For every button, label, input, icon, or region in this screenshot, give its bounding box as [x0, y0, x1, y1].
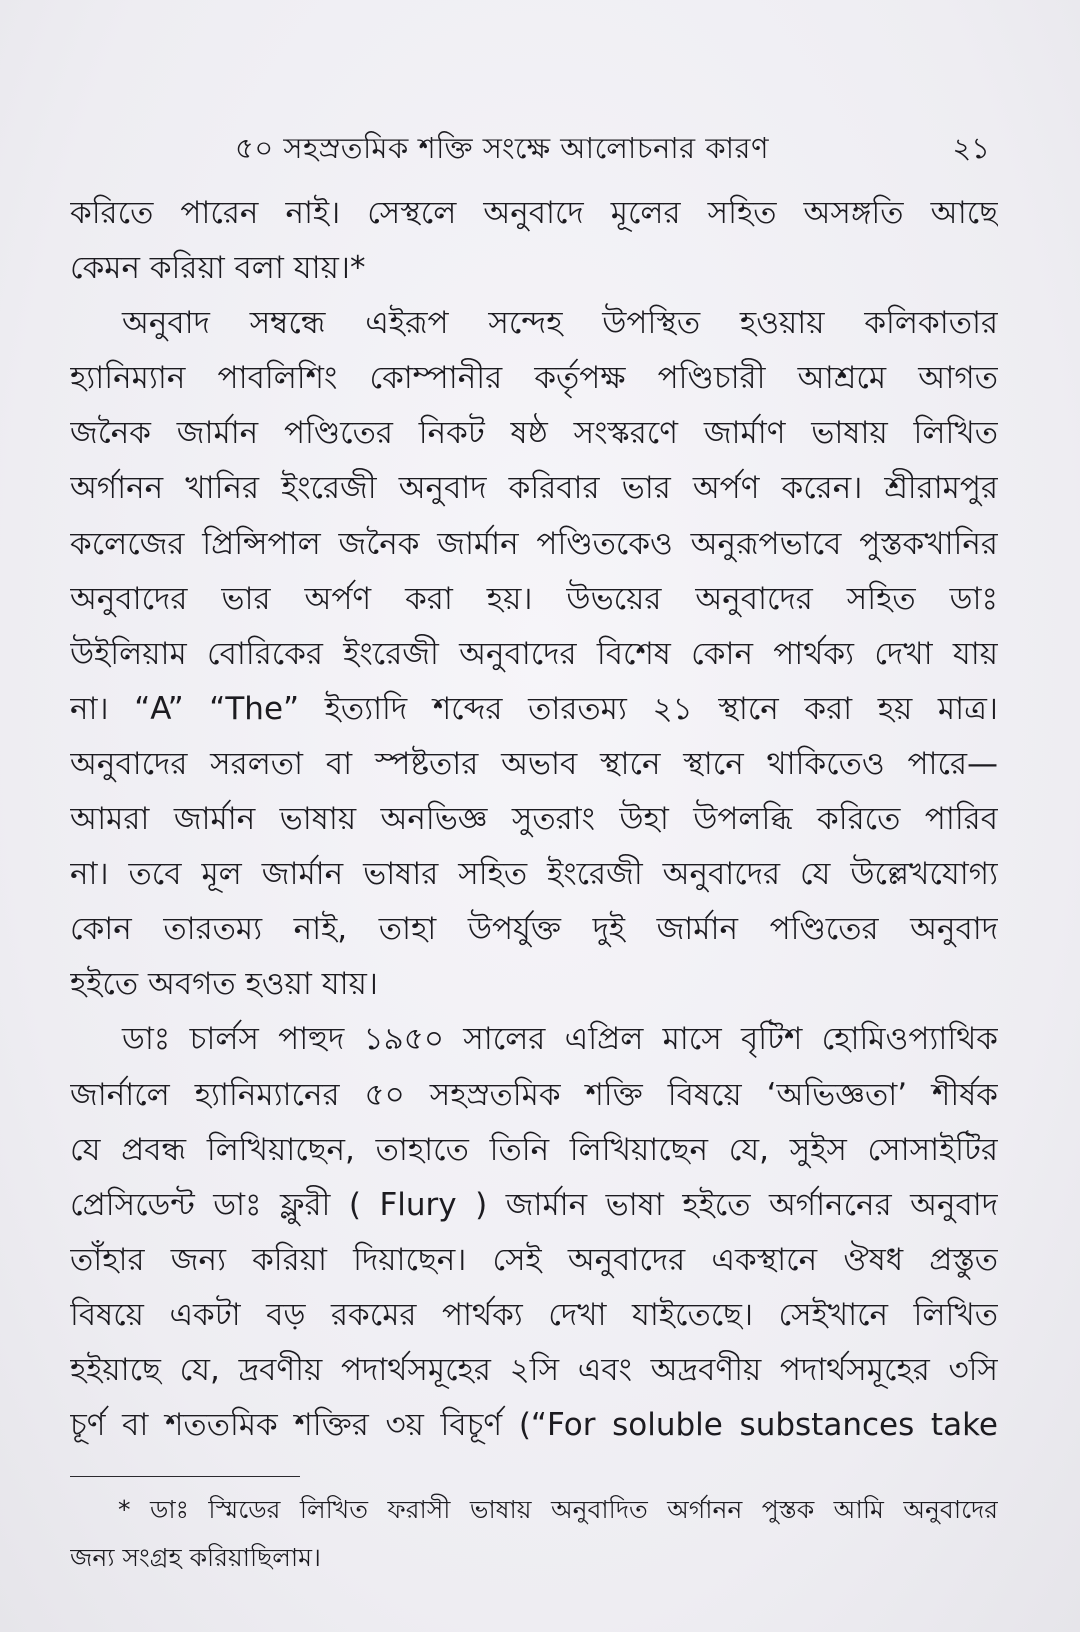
- text-line: হ্যানিম্যান পাবলিশিং কোম্পানীর কর্তৃপক্ষ পণ্ডিচারী আশ্রমে আগত: [70, 360, 998, 397]
- text-line: কলেজের প্রিন্সিপাল জনৈক জার্মান পণ্ডিতকেও অনুরূপভাবে পুস্তকখানির: [70, 525, 998, 562]
- header-title: ৫০ সহস্রতমিক শক্তি সংক্ষে আলোচনার কারণ: [235, 131, 770, 165]
- text-line: প্রেসিডেন্ট ডাঃ ফ্লুরী ( Flury ) জার্মান ভাষা হইতে অর্গাননের অনুবাদ: [70, 1186, 998, 1223]
- page-number: ২১: [952, 131, 990, 165]
- text-line: কোন তারতম্য নাই, তাহা উপর্যুক্ত দুই জার্মান পণ্ডিতের অনুবাদ: [70, 911, 998, 948]
- body-text: [70, 186, 998, 1453]
- text-line: উইলিয়াম বোরিকের ইংরেজী অনুবাদের বিশেষ কোন পার্থক্য দেখা যায়: [70, 635, 998, 672]
- text-line: না। “A” “The” ইত্যাদি শব্দের তারতম্য ২১ স্থানে করা হয় মাত্র।: [70, 690, 998, 727]
- paragraph-start-line: অনুবাদ সম্বন্ধে এইরূপ সন্দেহ উপস্থিত হওয়ায় কলিকাতার: [122, 305, 998, 342]
- footnote: [70, 1486, 998, 1582]
- running-header: [70, 118, 990, 168]
- text-line: তাঁহার জন্য করিয়া দিয়াছেন। সেই অনুবাদের একস্থানে ঔষধ প্রস্তুত: [70, 1241, 998, 1278]
- text-line: জনৈক জার্মান পণ্ডিতের নিকট ষষ্ঠ সংস্করণে জার্মাণ ভাষায় লিখিত: [70, 415, 998, 452]
- text-line: করিতে পারেন নাই। সেস্থলে অনুবাদে মূলের সহিত অসঙ্গতি আছে: [70, 195, 998, 231]
- text-line: অনুবাদের ভার অর্পণ করা হয়। উভয়ের অনুবাদের সহিত ডাঃ: [70, 580, 998, 617]
- text-line: অনুবাদের সরলতা বা স্পষ্টতার অভাব স্থানে স্থানে থাকিতেও পারে—: [70, 745, 998, 782]
- footnote-divider: [70, 1476, 300, 1477]
- text-line: যে প্রবন্ধ লিখিয়াছেন, তাহাতে তিনি লিখিয়াছেন যে, সুইস সোসাইটির: [70, 1131, 998, 1168]
- text-line: কেমন করিয়া বলা যায়।*: [70, 250, 366, 287]
- footnote-line: * ডাঃ স্মিডের লিখিত ফরাসী ভাষায় অনুবাদিত অর্গানন পুস্তক আমি অনুবাদের: [118, 1495, 998, 1524]
- text-line: না। তবে মূল জার্মান ভাষার সহিত ইংরেজী অনুবাদের যে উল্লেখযোগ্য: [70, 856, 998, 893]
- text-line: জার্নালে হ্যানিম্যানের ৫০ সহস্রতমিক শক্তি বিষয়ে ‘অভিজ্ঞতা’ শীর্ষক: [70, 1076, 998, 1113]
- paragraph-start-line: ডাঃ চার্লস পাহুদ ১৯৫০ সালের এপ্রিল মাসে বৃটিশ হোমিওপ্যাথিক: [122, 1021, 998, 1058]
- text-line: হইয়াছে যে, দ্রবণীয় পদার্থসমূহের ২সি এবং অদ্রবণীয় পদার্থসমূহের ৩সি: [70, 1351, 998, 1388]
- text-line: বিষয়ে একটা বড় রকমের পার্থক্য দেখা যাইতেছে। সেইখানে লিখিত: [70, 1296, 998, 1333]
- text-line: অর্গানন খানির ইংরেজী অনুবাদ করিবার ভার অর্পণ করেন। শ্রীরামপুর: [70, 470, 998, 507]
- text-line: আমরা জার্মান ভাষায় অনভিজ্ঞ সুতরাং উহা উপলব্ধি করিতে পারিব: [70, 801, 998, 838]
- footnote-line: জন্য সংগ্রহ করিয়াছিলাম।: [70, 1543, 321, 1572]
- text-line: চূর্ণ বা শততমিক শক্তির ৩য় বিচূর্ণ (“For soluble substances take: [70, 1407, 998, 1444]
- text-line: হইতে অবগত হওয়া যায়।: [70, 966, 378, 1003]
